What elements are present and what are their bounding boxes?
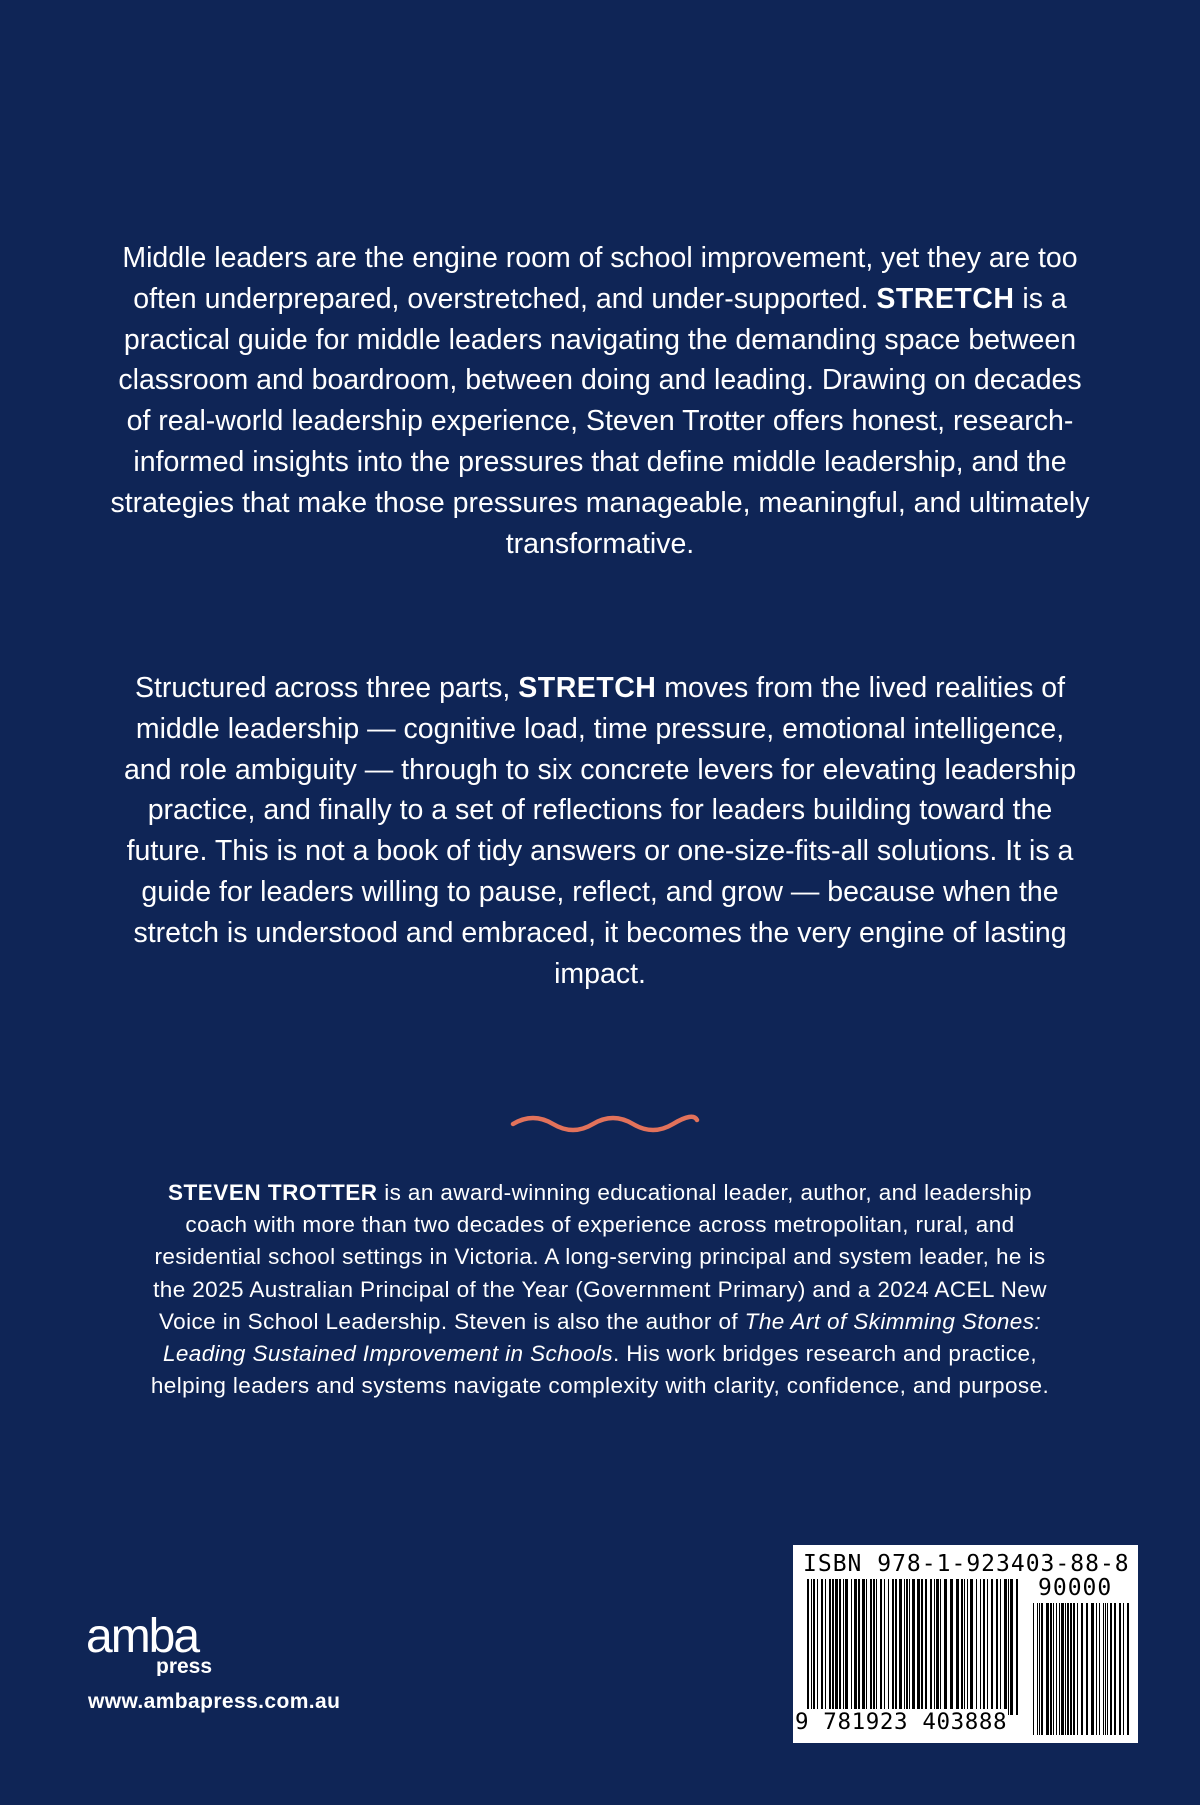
barcode-bar	[1016, 1579, 1018, 1715]
barcode-bar	[1037, 1603, 1038, 1735]
book-title-stretch: STRETCH	[518, 672, 657, 704]
barcode-bar	[1081, 1603, 1083, 1735]
barcode-bar	[1110, 1603, 1112, 1735]
barcode-bar	[1099, 1603, 1100, 1735]
barcode-bar	[1000, 1579, 1001, 1715]
barcode-bar	[1053, 1603, 1054, 1735]
barcode-addon-number: 90000	[1038, 1575, 1113, 1601]
barcode-bar	[944, 1579, 947, 1715]
barcode-bar	[1091, 1603, 1094, 1735]
barcode-bar	[1004, 1579, 1007, 1715]
barcode-bar	[950, 1579, 953, 1715]
barcode-bar	[970, 1579, 973, 1715]
barcode-bar	[936, 1579, 939, 1715]
barcode-bar	[843, 1579, 844, 1715]
barcode-bar	[991, 1579, 993, 1715]
book-title-stretch: STRETCH	[876, 282, 1015, 315]
barcode-bar	[825, 1579, 826, 1715]
barcode-bar	[1033, 1603, 1034, 1735]
barcode-bar	[1059, 1603, 1060, 1735]
blurb-paragraph-2	[110, 668, 1090, 994]
barcode-bar	[807, 1579, 809, 1715]
logo-wordmark: amba	[86, 1610, 199, 1663]
barcode-bar	[912, 1579, 915, 1715]
author-bio-text: is an award-winning educational leader, author, and leadership coach with more than two decades of experience across metropolitan, rural, and residential school settings in Victoria. A long-serving principal and system leader, he is the 2025 Australian Principal of the Year (Government Primary) and a 2024 ACEL New Voice in School Leadership. Steven is also the author of	[153, 1180, 1047, 1334]
blurb-1-text-start: Middle leaders are the engine room of school improvement, yet they are too often underprepared, overstretched, and under-supported.	[122, 242, 1078, 315]
barcode-bar	[880, 1579, 882, 1715]
barcode-bar	[895, 1579, 897, 1715]
barcode-bar	[1041, 1603, 1043, 1735]
barcode-bar	[888, 1579, 889, 1715]
blurb-1-text-end: is a practical guide for middle leaders navigating the demanding space between classroom and boardroom, between doing and leading. Drawing on decades of real-world leadership experience, Steven Trotter offers honest, research-informed insights into the pressures that define middle leadership, and the strategies that make those pressures manageable, meaningful, and ultimately transformative.	[110, 282, 1090, 560]
logo-press-text: press	[156, 1655, 213, 1676]
barcode-bar	[862, 1579, 865, 1715]
author-bio-text-end: . His work bridges research and practice, helping leaders and systems navigate complexity with clarity, confidence, and purpose.	[150, 1341, 1050, 1399]
barcode-bar	[829, 1579, 831, 1715]
barcode-digits: 9 781923 403888	[795, 1709, 1008, 1735]
barcode-bar	[1103, 1603, 1104, 1735]
barcode-bar	[1105, 1603, 1106, 1735]
barcode-bar	[870, 1579, 872, 1715]
barcode-bar	[813, 1579, 815, 1715]
barcode-bar	[817, 1579, 818, 1715]
barcode-bar	[1008, 1579, 1009, 1715]
barcode-bar	[980, 1579, 981, 1715]
publisher-url: www.ambapress.com.au	[88, 1690, 341, 1713]
wave-divider	[505, 1110, 705, 1138]
barcode-bar	[1107, 1603, 1108, 1735]
barcode-bar	[835, 1579, 838, 1715]
barcode-bar	[1070, 1603, 1072, 1735]
barcode-bar	[1065, 1603, 1066, 1735]
barcode-bar	[1096, 1603, 1097, 1735]
barcode-bar	[845, 1579, 848, 1715]
amba-press-logo	[86, 1608, 236, 1676]
barcode-bar	[1039, 1603, 1040, 1735]
barcode-bar	[1114, 1603, 1116, 1735]
barcode-bar	[1067, 1603, 1069, 1735]
blurb-2-text-start: Structured across three parts,	[134, 672, 519, 704]
barcode-bar	[873, 1579, 875, 1715]
barcode-bar	[821, 1579, 823, 1715]
barcode-bar	[976, 1579, 977, 1715]
barcode-bar	[961, 1579, 963, 1715]
barcode-bar	[811, 1579, 812, 1715]
barcode-bar	[854, 1579, 857, 1715]
barcode-bar	[930, 1579, 932, 1715]
barcode-bar	[1046, 1603, 1049, 1735]
barcode-bar	[1127, 1603, 1129, 1735]
author-name: STEVEN TROTTER	[168, 1180, 378, 1205]
blurb-paragraph-1	[110, 238, 1090, 564]
barcode-bar	[1123, 1603, 1124, 1735]
barcode-bar	[967, 1579, 968, 1715]
barcode-bar	[940, 1579, 941, 1715]
barcode-bar	[956, 1579, 959, 1715]
barcode-bar	[996, 1579, 998, 1715]
barcode-bar	[858, 1579, 860, 1715]
isbn-label: ISBN 978-1-923403-88-8	[803, 1551, 1130, 1577]
barcode-bar	[1010, 1579, 1013, 1715]
barcode-bar	[884, 1579, 885, 1715]
barcode-bar	[851, 1579, 852, 1715]
barcode-bar	[1119, 1603, 1121, 1735]
barcode-bar	[899, 1579, 902, 1715]
barcode-bar	[1073, 1603, 1075, 1735]
barcode-bar	[866, 1579, 867, 1715]
barcode-bar	[1061, 1603, 1064, 1735]
other-book-title: The Art of Skimming Stones: Leading Sustained Improvement in Schools	[162, 1308, 1041, 1367]
barcode-bar	[934, 1579, 935, 1715]
barcode-bar	[917, 1579, 920, 1715]
barcode-bar	[904, 1579, 905, 1715]
barcode-bar	[892, 1579, 894, 1715]
barcode-bar	[921, 1579, 923, 1715]
isbn-barcode	[793, 1545, 1138, 1743]
barcode-bar	[906, 1579, 908, 1715]
barcode-bar	[909, 1579, 910, 1715]
barcode-bar	[832, 1579, 834, 1715]
barcode-bar	[876, 1579, 877, 1715]
barcode-bar	[983, 1579, 985, 1715]
barcode-bar	[1086, 1603, 1088, 1735]
barcode-bar	[987, 1579, 988, 1715]
barcode-bar	[1050, 1603, 1052, 1735]
barcode-bar	[839, 1579, 841, 1715]
barcode-bar	[1056, 1603, 1057, 1735]
barcode-bar	[1077, 1603, 1078, 1735]
author-bio	[140, 1177, 1060, 1402]
barcode-bar	[925, 1579, 927, 1715]
barcode-bar	[964, 1579, 965, 1715]
blurb-2-text-end: moves from the lived realities of middle leadership — cognitive load, time pressure, emotional intelligence, and role ambiguity — through to six concrete levers for elevating leadership practice, and finally to a set of reflections for leaders building toward the future. This is not a book of tidy answers or one-size-fits-all solutions. It is a guide for leaders willing to pause, reflect, and grow — because when the stretch is understood and embraced, it becomes the very engine of lasting impact.	[123, 672, 1077, 990]
